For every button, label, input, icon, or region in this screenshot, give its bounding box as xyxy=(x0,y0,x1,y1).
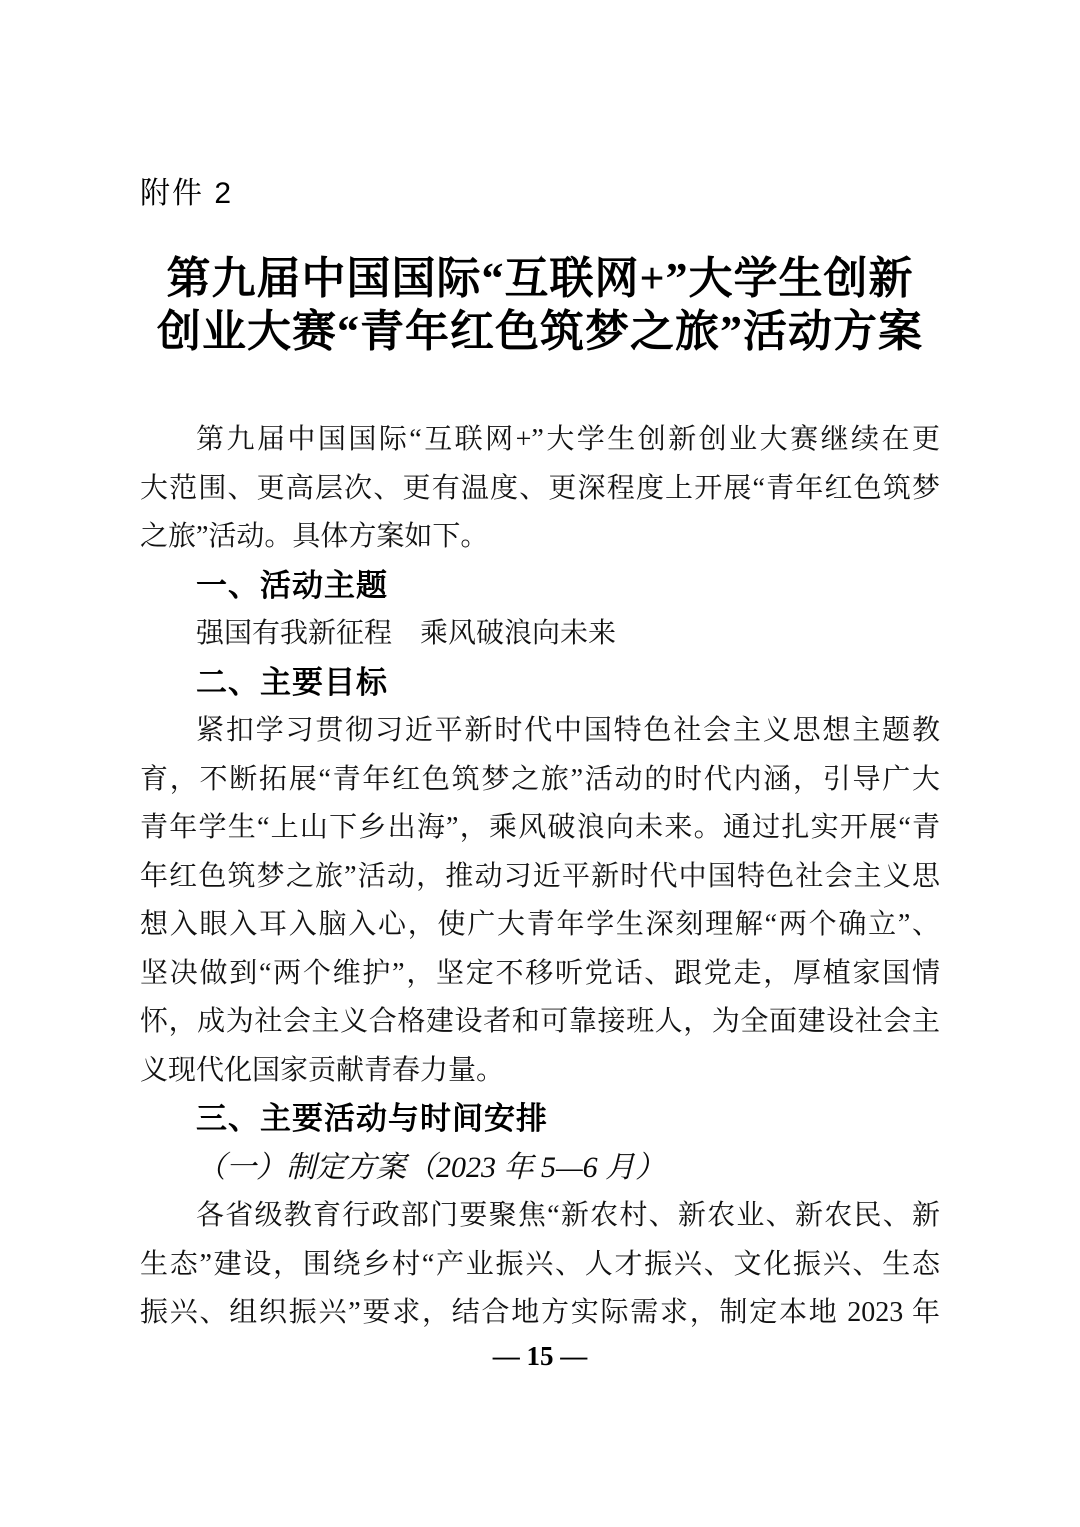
body-line: 紧扣学习贯彻习近平新时代中国特色社会主义思想主题教 xyxy=(196,715,940,746)
attachment-label: 附件 2 xyxy=(140,177,234,210)
body-line: 之旅”活动。具体方案如下。 xyxy=(140,521,489,552)
sub-section-heading: （一）制定方案（2023 年 5—6 月） xyxy=(196,1150,666,1184)
page-number: — 15 — xyxy=(492,1341,588,1371)
document-title xyxy=(90,252,990,358)
section-heading: 一、活动主题 xyxy=(196,567,388,603)
section-heading: 二、主要目标 xyxy=(196,664,388,700)
title-line-1: 第九届中国国际“互联网+”大学生创新 xyxy=(166,254,914,303)
body-line: 年红色筑梦之旅”活动，推动习近平新时代中国特色社会主义思 xyxy=(140,860,940,892)
body-line: 想入眼入耳入脑入心，使广大青年学生深刻理解“两个确立”、 xyxy=(140,909,940,940)
title-line-2: 创业大赛“青年红色筑梦之旅”活动方案 xyxy=(157,307,923,356)
body-line: 振兴、组织振兴”要求，结合地方实际需求，制定本地 2023 年 xyxy=(140,1297,940,1328)
body-line: 强国有我新征程 乘风破浪向未来 xyxy=(196,618,617,649)
body-line: 第九届中国国际“互联网+”大学生创新创业大赛继续在更 xyxy=(196,424,940,455)
body-line: 怀，成为社会主义合格建设者和可靠接班人，为全面建设社会主 xyxy=(140,1006,940,1037)
body-line: 育，不断拓展“青年红色筑梦之旅”活动的时代内涵，引导广大 xyxy=(140,763,940,795)
body-line: 生态”建设，围绕乡村“产业振兴、人才振兴、文化振兴、生态 xyxy=(140,1248,940,1280)
body-line: 大范围、更高层次、更有温度、更深程度上开展“青年红色筑梦 xyxy=(140,472,940,504)
section-heading: 三、主要活动与时间安排 xyxy=(196,1101,548,1136)
body-line: 义现代化国家贡献青春力量。 xyxy=(140,1054,505,1086)
body-line: 青年学生“上山下乡出海”，乘风破浪向未来。通过扎实开展“青 xyxy=(140,812,940,843)
body-line: 坚决做到“两个维护”，坚定不移听党话、跟党走，厚植家国情 xyxy=(140,957,940,989)
body-line: 各省级教育行政部门要聚焦“新农村、新农业、新农民、新 xyxy=(196,1200,940,1231)
document-body xyxy=(140,416,940,1338)
